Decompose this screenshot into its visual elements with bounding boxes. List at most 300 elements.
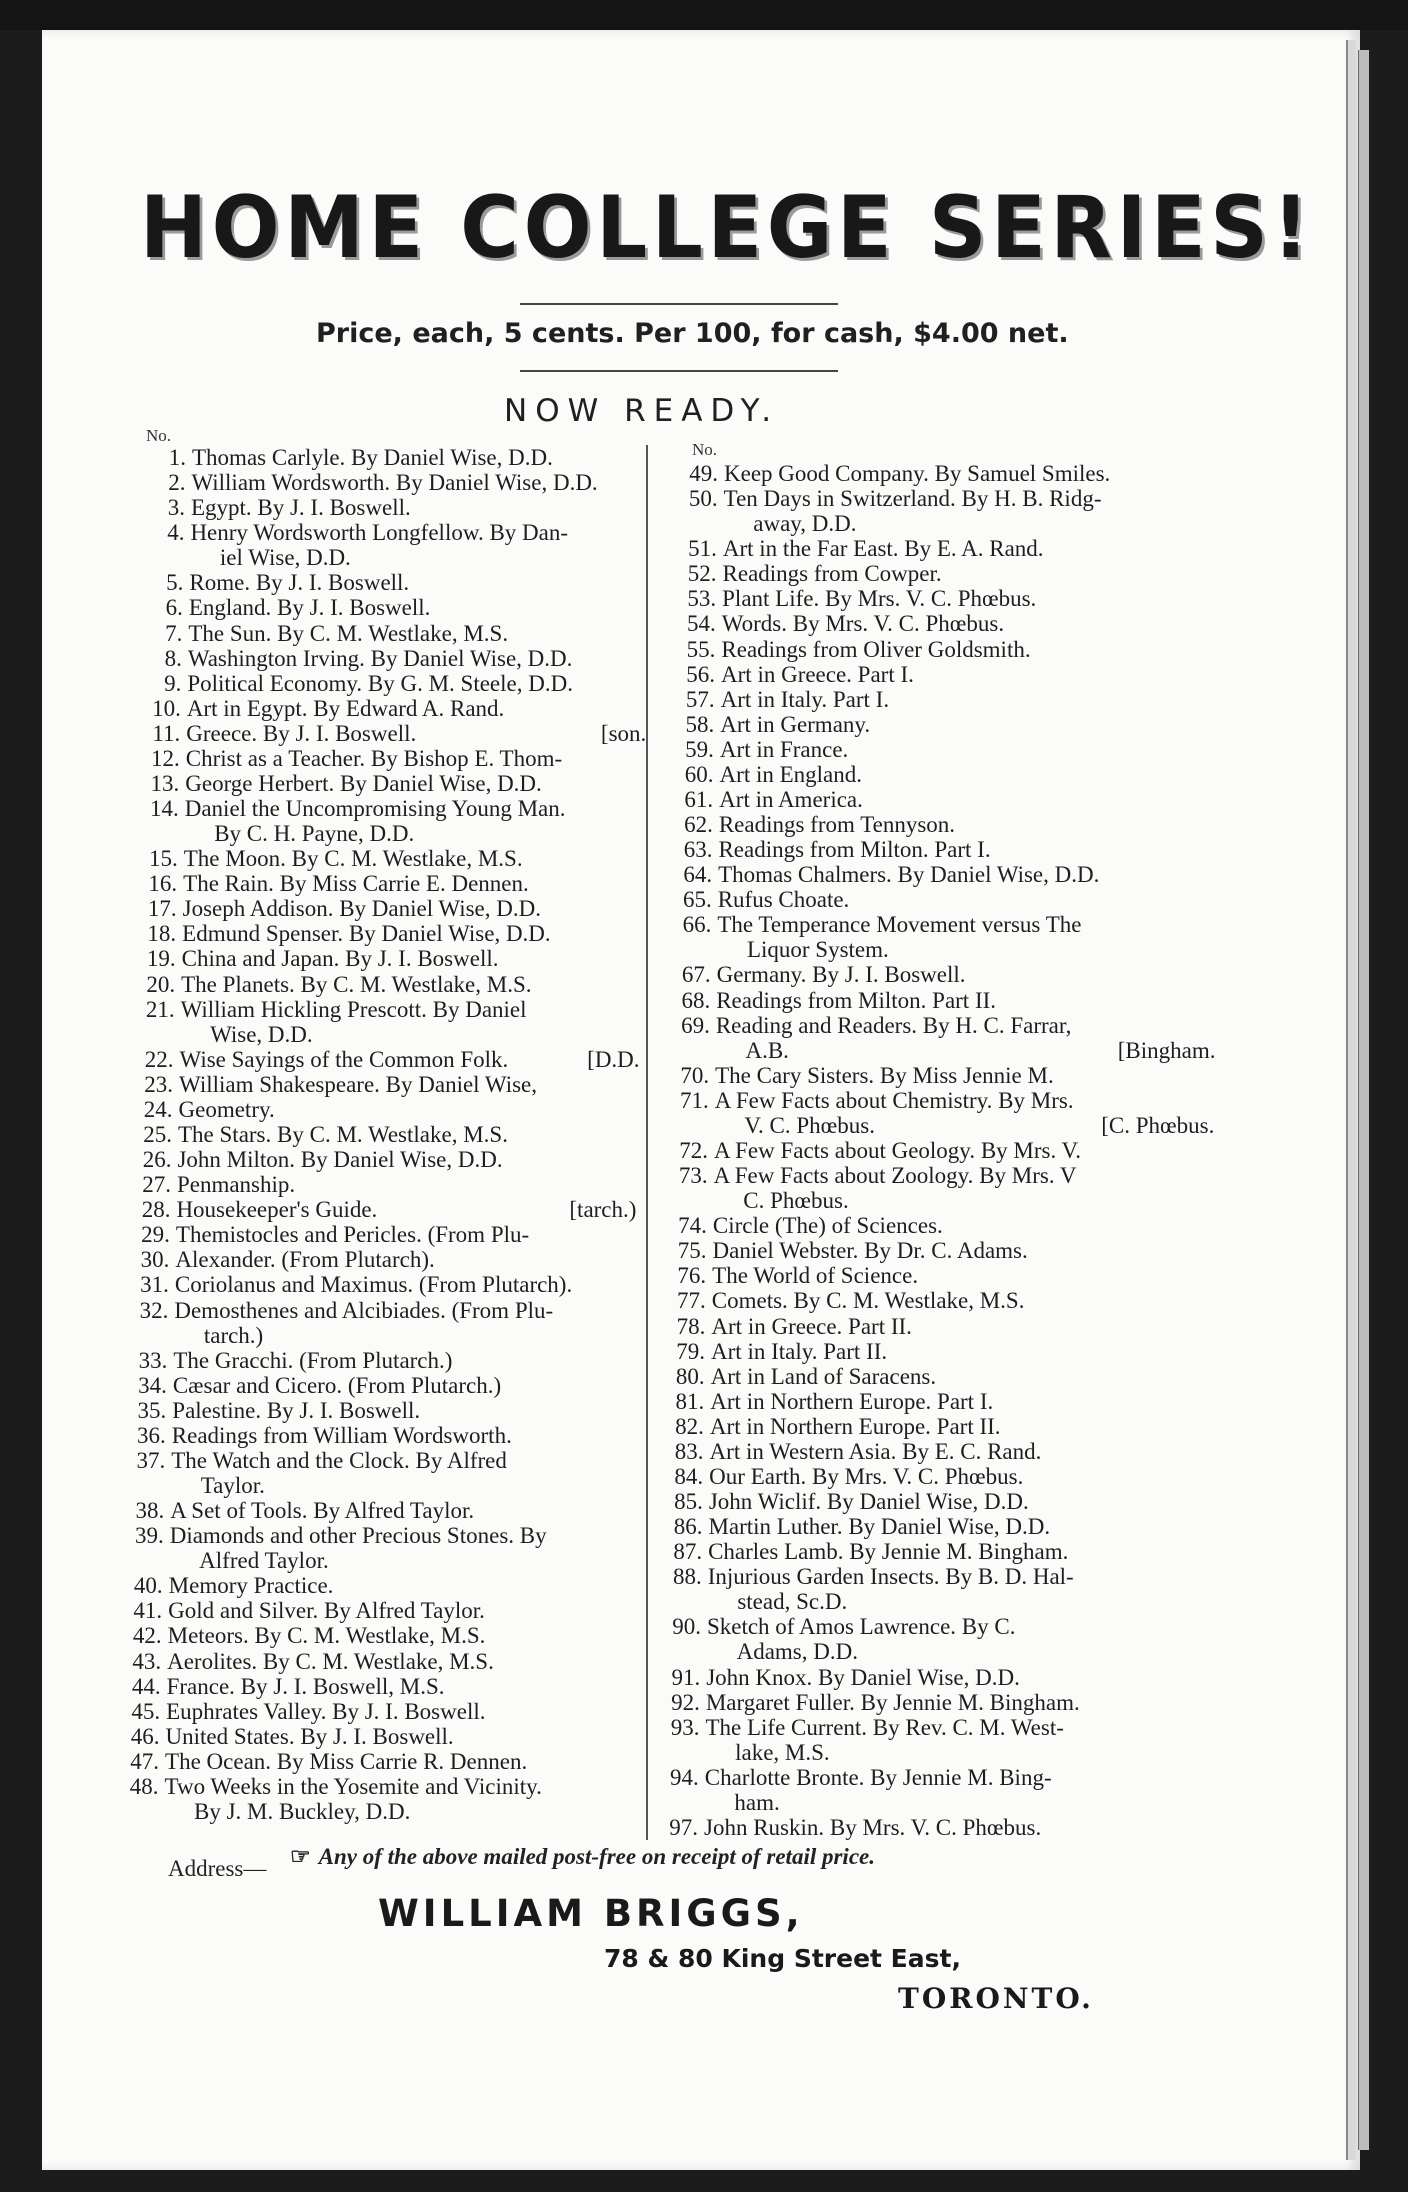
item-text: Adams, D.D. — [736, 1639, 858, 1665]
item-text: ham. — [734, 1789, 780, 1815]
list-item — [142, 1147, 637, 1173]
item-number: 35. — [137, 1397, 167, 1423]
item-number: 27. — [142, 1172, 171, 1198]
publisher-city: TORONTO. — [898, 1982, 1094, 2015]
list-item — [138, 1347, 633, 1373]
item-text: Art in Egypt. By Edward A. Rand. — [186, 695, 505, 721]
item-number: 16. — [148, 871, 178, 897]
item-number: 32. — [139, 1297, 169, 1323]
scan-top-border — [0, 0, 1408, 30]
list-item — [139, 1297, 634, 1323]
item-text: Keep Good Company. By Samuel Smiles. — [724, 461, 1111, 486]
item-number: 7. — [165, 620, 183, 646]
item-number: 14. — [149, 796, 179, 822]
item-number: 23. — [144, 1071, 174, 1097]
item-number: 36. — [137, 1422, 166, 1448]
item-text: Charles Lamb. By Jennie M. Bingham. — [708, 1539, 1069, 1565]
item-number: 19. — [146, 946, 176, 972]
list-item-continuation — [194, 1800, 654, 1824]
item-number: 83. — [674, 1438, 704, 1464]
list-item-continuation — [220, 546, 680, 570]
item-text: A Few Facts about Geology. By Mrs. V. — [714, 1138, 1081, 1163]
list-item — [149, 796, 645, 822]
list-item-continuation — [737, 1590, 1207, 1614]
item-number: 5. — [166, 570, 184, 596]
list-item — [685, 686, 1191, 712]
item-text: Joseph Addison. By Daniel Wise, D.D. — [182, 896, 541, 922]
list-item — [132, 1648, 627, 1674]
list-item-continuation — [745, 1039, 1215, 1063]
item-text: The Life Current. By Rev. C. M. West- — [705, 1714, 1064, 1740]
list-item — [681, 962, 1187, 988]
item-text: Sketch of Amos Lawrence. By C. — [706, 1614, 1016, 1640]
item-text: Art in Land of Saracens. — [710, 1363, 937, 1389]
item-text: Injurious Garden Insects. By B. D. Hal- — [707, 1564, 1074, 1590]
item-text: Henry Wordsworth Longfellow. By Dan- — [190, 520, 569, 546]
item-number: 18. — [147, 921, 177, 947]
item-number: 17. — [147, 896, 177, 922]
item-text: The Watch and the Clock. By Alfred — [171, 1447, 507, 1473]
list-item — [688, 486, 1194, 512]
item-text: A.B. — [745, 1037, 789, 1063]
list-item — [679, 1138, 1184, 1163]
address-label: Address— — [168, 1856, 267, 1881]
item-number: 8. — [164, 645, 182, 671]
item-text: Readings from Oliver Goldsmith. — [721, 636, 1031, 662]
item-text: Readings from Cowper. — [722, 561, 942, 587]
item-number: 92. — [671, 1689, 700, 1715]
item-number: 25. — [143, 1122, 172, 1147]
list-item — [164, 670, 647, 696]
list-item — [671, 1664, 1176, 1690]
publisher-street: 78 & 80 King Street East, — [604, 1944, 961, 1973]
item-text: stead, Sc.D. — [737, 1589, 848, 1615]
item-text: By C. H. Payne, D.D. — [214, 821, 415, 847]
pointing-hand-icon: ☞ — [290, 1844, 311, 1869]
list-item — [137, 1422, 632, 1448]
item-number: 58. — [685, 711, 715, 737]
mailing-notice — [290, 1844, 875, 1870]
item-number: 90. — [672, 1614, 701, 1640]
list-item-continuation — [744, 1114, 1214, 1138]
item-number: 48. — [129, 1773, 159, 1799]
item-text: Circle (The) of Sciences. — [712, 1213, 943, 1239]
item-number: 44. — [131, 1673, 161, 1699]
item-number: 46. — [130, 1723, 160, 1749]
item-number: 79. — [676, 1338, 706, 1364]
item-number: 91. — [671, 1664, 701, 1690]
item-text: Coriolanus and Maximus. (From Plutarch). — [174, 1272, 573, 1298]
item-text: John Wiclif. By Daniel Wise, D.D. — [708, 1489, 1029, 1515]
list-item — [682, 887, 1188, 913]
item-text: Readings from Milton. Part II. — [716, 987, 997, 1013]
item-number: 43. — [132, 1648, 162, 1674]
item-text: tarch.) — [203, 1322, 264, 1348]
page-title: HOME COLLEGE SERIES! — [140, 178, 1314, 278]
list-item — [687, 561, 1193, 587]
item-text: The Planets. By C. M. Westlake, M.S. — [181, 971, 532, 997]
item-text: A Few Facts about Chemistry. By Mrs. — [714, 1087, 1074, 1113]
rule-top — [520, 303, 838, 305]
item-carryover: [D.D. — [587, 1046, 640, 1072]
list-item — [687, 586, 1192, 612]
list-item — [684, 812, 1189, 838]
list-item — [142, 1172, 637, 1198]
item-text: Thomas Carlyle. By Daniel Wise, D.D. — [192, 445, 553, 470]
item-text: Housekeeper's Guide. — [176, 1197, 378, 1223]
item-text: Art in Germany. — [720, 711, 871, 737]
item-text: Rome. By J. I. Boswell. — [189, 570, 410, 596]
item-text: Charlotte Bronte. By Jennie M. Bing- — [704, 1764, 1052, 1790]
list-item — [140, 1272, 635, 1298]
list-item — [146, 971, 641, 997]
item-text: Themistocles and Pericles. (From Plu- — [175, 1222, 530, 1248]
item-number: 62. — [684, 812, 713, 838]
item-text: The Ocean. By Miss Carrie R. Dennen. — [165, 1748, 528, 1774]
item-number: 72. — [679, 1138, 708, 1163]
item-text: United States. By J. I. Boswell. — [165, 1723, 454, 1749]
item-number: 1. — [168, 445, 186, 470]
item-text: Art in Italy. Part I. — [720, 686, 890, 712]
item-text: The Gracchi. (From Plutarch.) — [173, 1347, 453, 1373]
item-text: Alfred Taylor. — [199, 1548, 329, 1574]
item-text: John Knox. By Daniel Wise, D.D. — [706, 1664, 1020, 1690]
item-text: Memory Practice. — [168, 1573, 334, 1599]
item-text: Wise Sayings of the Common Folk. — [179, 1046, 509, 1072]
list-item — [686, 661, 1191, 687]
item-text: Readings from Tennyson. — [718, 812, 956, 838]
list-item — [674, 1463, 1179, 1489]
item-text: Art in Italy. Part II. — [711, 1338, 888, 1364]
item-text: Daniel Webster. By Dr. C. Adams. — [712, 1238, 1028, 1264]
item-text: Christ as a Teacher. By Bishop E. Thom- — [185, 745, 563, 771]
item-number: 75. — [677, 1238, 707, 1264]
item-text: Geometry. — [178, 1096, 275, 1122]
item-text: lake, M.S. — [735, 1739, 830, 1765]
list-item-continuation — [743, 1189, 1213, 1213]
page-edge — [1346, 40, 1356, 2160]
item-text: William Hickling Prescott. By Daniel — [180, 996, 527, 1022]
list-item — [679, 1087, 1185, 1113]
list-item — [133, 1573, 629, 1599]
list-item-continuation — [210, 1023, 670, 1047]
item-number: 97. — [669, 1815, 698, 1840]
list-item — [143, 1122, 638, 1147]
list-item — [143, 1096, 639, 1122]
list-item — [675, 1363, 1181, 1389]
list-item-continuation — [214, 822, 674, 846]
item-text: John Ruskin. By Mrs. V. C. Phœbus. — [704, 1815, 1042, 1840]
list-item — [688, 536, 1193, 562]
list-item — [673, 1539, 1178, 1565]
item-number: 41. — [133, 1598, 163, 1624]
list-item — [129, 1773, 625, 1799]
list-item — [683, 862, 1188, 888]
rule-bottom — [520, 370, 838, 372]
item-number: 77. — [677, 1288, 706, 1314]
item-number: 51. — [688, 536, 717, 562]
list-item — [673, 1514, 1178, 1540]
item-text: away, D.D. — [753, 511, 857, 537]
list-item — [676, 1338, 1181, 1364]
list-item — [686, 636, 1191, 662]
list-item — [672, 1614, 1177, 1640]
list-item — [669, 1764, 1175, 1790]
item-text: Demosthenes and Alcibiades. (From Plu- — [174, 1297, 554, 1323]
item-text: Our Earth. By Mrs. V. C. Phœbus. — [709, 1463, 1024, 1489]
list-item — [152, 695, 647, 721]
item-text: Comets. By C. M. Westlake, M.S. — [711, 1288, 1025, 1314]
list-item — [670, 1714, 1175, 1740]
mailing-notice-text: Any of the above mailed post-free on receipt of retail price. — [318, 1844, 875, 1869]
list-item — [671, 1689, 1176, 1715]
item-number: 54. — [687, 611, 716, 637]
item-number: 4. — [167, 520, 185, 546]
list-item-continuation — [734, 1791, 1204, 1815]
item-text: Alexander. (From Plutarch). — [175, 1247, 435, 1273]
item-text: Euphrates Valley. By J. I. Boswell. — [166, 1698, 486, 1724]
item-text: Rufus Choate. — [717, 887, 850, 913]
list-item — [134, 1523, 630, 1549]
item-number: 21. — [145, 996, 175, 1022]
item-text: Art in Greece. Part II. — [711, 1313, 912, 1339]
item-text: Liquor System. — [746, 937, 889, 963]
item-text: England. By J. I. Boswell. — [188, 595, 431, 621]
item-text: Cæsar and Cicero. (From Plutarch.) — [172, 1372, 502, 1398]
item-number: 73. — [678, 1163, 708, 1189]
list-item — [151, 745, 646, 771]
item-text: Art in Greece. Part I. — [721, 661, 914, 687]
item-text: George Herbert. By Daniel Wise, D.D. — [185, 770, 542, 796]
item-text: Daniel the Uncompromising Young Man. — [184, 796, 566, 822]
item-number: 20. — [146, 971, 176, 997]
item-number: 88. — [672, 1564, 702, 1590]
item-number: 38. — [135, 1498, 165, 1524]
item-number: 28. — [141, 1197, 171, 1223]
list-item — [687, 611, 1192, 637]
item-number: 11. — [152, 720, 181, 746]
item-number: 68. — [681, 987, 711, 1013]
item-text: The Sun. By C. M. Westlake, M.S. — [188, 620, 509, 646]
item-number: 6. — [165, 595, 183, 621]
item-number: 85. — [674, 1489, 703, 1515]
list-item — [683, 837, 1188, 863]
item-text: Aerolites. By C. M. Westlake, M.S. — [167, 1648, 494, 1674]
item-text: Taylor. — [200, 1473, 265, 1499]
list-item — [141, 1197, 637, 1223]
list-item-continuation — [201, 1474, 661, 1498]
item-number: 53. — [687, 586, 717, 612]
item-number: 10. — [152, 695, 181, 721]
item-number: 57. — [685, 686, 715, 712]
item-text: Art in Northern Europe. Part II. — [709, 1413, 1001, 1439]
list-item — [681, 1012, 1186, 1038]
item-number: 64. — [683, 862, 713, 888]
item-number: 52. — [687, 561, 717, 587]
list-item — [168, 445, 652, 470]
list-item — [131, 1698, 626, 1724]
item-text: Meteors. By C. M. Westlake, M.S. — [167, 1623, 486, 1649]
item-text: Political Economy. By G. M. Steele, D.D. — [187, 670, 573, 696]
publisher-name: WILLIAM BRIGGS, — [378, 1892, 804, 1935]
item-text: Art in the Far East. By E. A. Rand. — [722, 536, 1044, 562]
item-text: Reading and Readers. By H. C. Farrar, — [715, 1012, 1072, 1038]
list-item — [132, 1623, 628, 1649]
item-text: Thomas Chalmers. By Daniel Wise, D.D. — [718, 862, 1100, 888]
item-number: 87. — [673, 1539, 703, 1565]
list-item — [677, 1238, 1183, 1264]
item-number: 78. — [676, 1313, 706, 1339]
item-number: 93. — [670, 1714, 700, 1740]
list-item — [144, 1071, 639, 1097]
item-text: Washington Irving. By Daniel Wise, D.D. — [187, 645, 573, 671]
item-text: Egypt. By J. I. Boswell. — [190, 495, 411, 521]
item-number: 59. — [685, 736, 714, 762]
list-item — [167, 520, 650, 546]
item-text: V. C. Phœbus. — [744, 1112, 875, 1138]
item-text: The Temperance Movement versus The — [717, 912, 1082, 938]
page-edge-shadow — [1358, 50, 1369, 2150]
list-item — [165, 620, 648, 646]
list-item — [682, 912, 1187, 938]
item-text: The Stars. By C. M. Westlake, M.S. — [178, 1122, 508, 1147]
item-number: 47. — [130, 1748, 160, 1774]
list-item — [141, 1222, 636, 1248]
list-item — [145, 996, 641, 1022]
item-number: 9. — [164, 670, 182, 696]
item-number: 30. — [140, 1247, 170, 1273]
item-text: China and Japan. By J. I. Boswell. — [181, 946, 499, 972]
right-no-label: No. — [692, 440, 718, 459]
item-text: Penmanship. — [176, 1172, 296, 1198]
item-carryover: [tarch.) — [569, 1197, 637, 1223]
list-item-continuation — [204, 1324, 664, 1348]
list-item — [147, 896, 643, 922]
list-item — [689, 461, 1194, 486]
list-item — [150, 770, 645, 796]
item-number: 80. — [675, 1363, 705, 1389]
item-text: Art in Northern Europe. Part I. — [710, 1388, 994, 1414]
item-text: Readings from Milton. Part I. — [718, 837, 991, 863]
item-text: Palestine. By J. I. Boswell. — [172, 1397, 421, 1423]
list-item-continuation — [199, 1549, 659, 1573]
item-number: 70. — [680, 1062, 710, 1088]
item-text: William Wordsworth. By Daniel Wise, D.D. — [191, 470, 598, 496]
list-item — [147, 921, 642, 947]
list-item — [148, 871, 643, 897]
item-text: Two Weeks in the Yosemite and Vicinity. — [164, 1773, 542, 1799]
list-item — [130, 1723, 626, 1749]
item-number: 40. — [133, 1573, 163, 1599]
left-no-label: No. — [146, 426, 172, 445]
item-number: 81. — [675, 1388, 705, 1414]
item-number: 55. — [686, 636, 716, 662]
item-number: 45. — [131, 1698, 161, 1724]
item-text: Germany. By J. I. Boswell. — [716, 962, 966, 988]
item-number: 71. — [679, 1087, 709, 1113]
list-item — [684, 761, 1190, 787]
item-number: 86. — [673, 1514, 703, 1540]
item-number: 82. — [675, 1413, 704, 1439]
item-carryover: [son. — [600, 720, 647, 746]
item-number: 39. — [134, 1523, 164, 1549]
item-text: C. Phœbus. — [743, 1188, 849, 1214]
list-item-continuation — [753, 512, 1223, 536]
item-number: 66. — [682, 912, 712, 938]
item-number: 60. — [684, 761, 714, 787]
list-item — [680, 1062, 1185, 1088]
item-text: Words. By Mrs. V. C. Phœbus. — [721, 611, 1005, 637]
list-item — [675, 1388, 1180, 1414]
item-carryover: [Bingham. — [1117, 1037, 1216, 1063]
item-number: 12. — [151, 745, 180, 771]
item-number: 74. — [678, 1213, 707, 1239]
list-item — [148, 846, 644, 872]
list-item — [137, 1397, 632, 1423]
item-text: A Set of Tools. By Alfred Taylor. — [170, 1498, 475, 1524]
list-item — [678, 1213, 1183, 1239]
item-text: William Shakespeare. By Daniel Wise, — [179, 1071, 537, 1097]
item-text: Readings from William Wordsworth. — [171, 1422, 512, 1448]
item-text: Martin Luther. By Daniel Wise, D.D. — [708, 1514, 1051, 1540]
item-number: 49. — [689, 461, 718, 486]
item-number: 84. — [674, 1463, 704, 1489]
item-number: 94. — [669, 1764, 699, 1790]
item-text: Plant Life. By Mrs. V. C. Phœbus. — [722, 586, 1037, 612]
item-number: 13. — [150, 770, 180, 796]
item-number: 63. — [683, 837, 713, 863]
list-item — [672, 1564, 1178, 1590]
item-number: 42. — [132, 1623, 162, 1649]
item-text: A Few Facts about Zoology. By Mrs. V — [713, 1163, 1077, 1189]
item-text: By J. M. Buckley, D.D. — [194, 1799, 411, 1824]
item-carryover: [C. Phœbus. — [1101, 1112, 1215, 1138]
list-item — [681, 987, 1186, 1013]
item-text: John Milton. By Daniel Wise, D.D. — [177, 1147, 503, 1173]
item-number: 67. — [681, 962, 711, 988]
list-item — [669, 1815, 1174, 1840]
item-text: Gold and Silver. By Alfred Taylor. — [168, 1598, 485, 1624]
list-item — [152, 720, 647, 746]
price-line: Price, each, 5 cents. Per 100, for cash, $4.00 net. — [316, 318, 1069, 349]
item-text: The Rain. By Miss Carrie E. Dennen. — [183, 871, 529, 897]
item-number: 22. — [144, 1046, 174, 1072]
item-text: Greece. By J. I. Boswell. — [186, 720, 417, 746]
item-number: 61. — [684, 786, 714, 812]
item-text: Art in France. — [719, 736, 849, 762]
list-item-continuation — [747, 938, 1217, 962]
item-text: Ten Days in Switzerland. By H. B. Ridg- — [723, 486, 1102, 512]
item-number: 31. — [140, 1272, 169, 1298]
item-text: Art in England. — [719, 761, 862, 787]
item-text: Art in Western Asia. By E. C. Rand. — [709, 1438, 1042, 1464]
list-item — [677, 1263, 1182, 1289]
item-number: 37. — [136, 1447, 166, 1473]
item-number: 34. — [138, 1372, 167, 1398]
item-number: 65. — [682, 887, 712, 913]
list-item — [676, 1313, 1181, 1339]
list-item — [144, 1046, 640, 1072]
list-item — [146, 946, 642, 972]
item-number: 33. — [138, 1347, 168, 1373]
list-item — [167, 495, 651, 521]
list-item — [674, 1489, 1179, 1515]
list-item — [130, 1748, 625, 1774]
list-item — [165, 595, 649, 621]
list-item-continuation — [735, 1741, 1205, 1765]
item-text: The Moon. By C. M. Westlake, M.S. — [183, 846, 523, 872]
item-number: 69. — [681, 1012, 710, 1038]
